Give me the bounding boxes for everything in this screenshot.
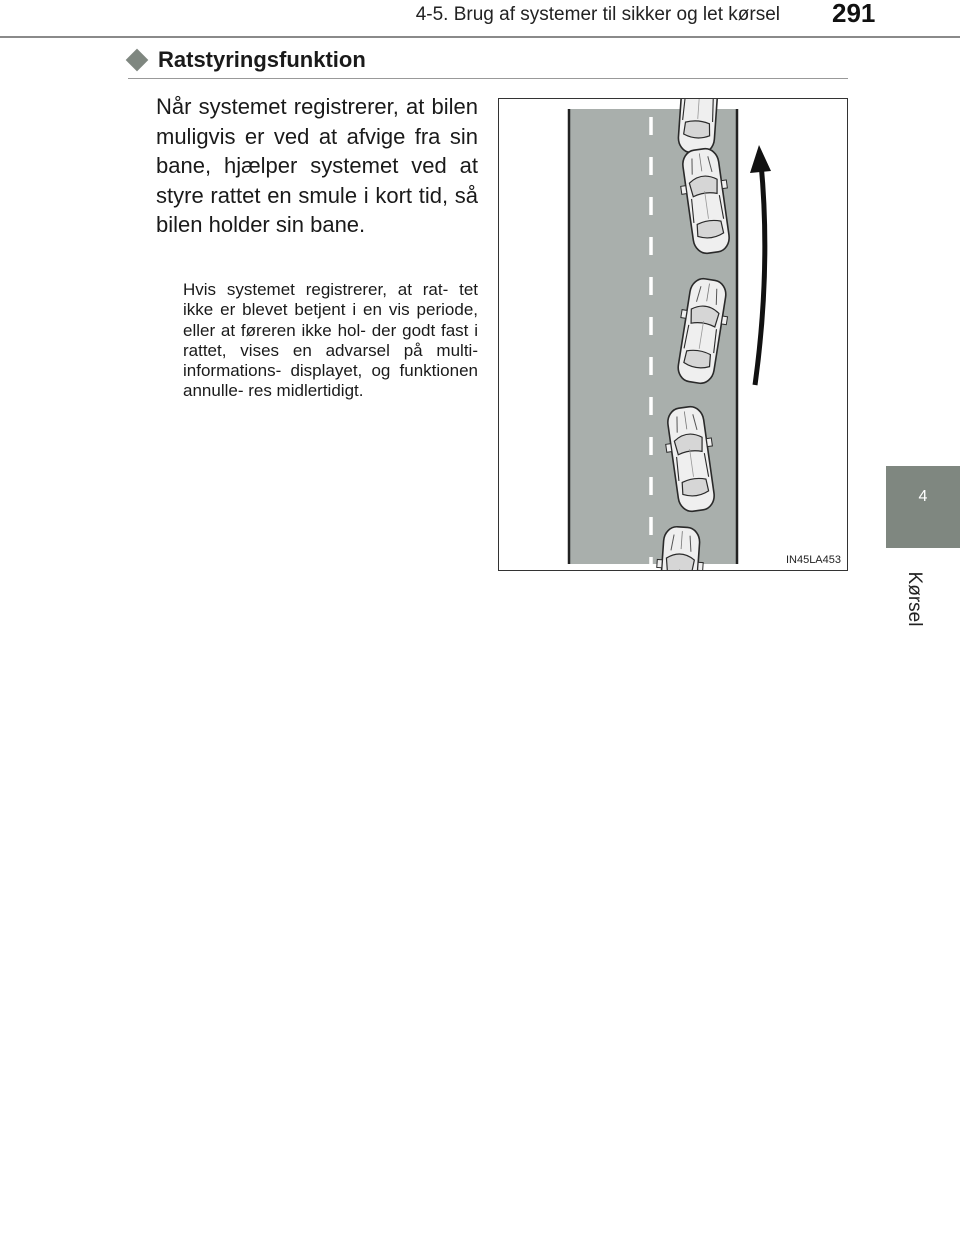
- chapter-label-text: Kørsel: [904, 571, 925, 627]
- chapter-label: [896, 560, 930, 640]
- heading-divider: [128, 78, 848, 79]
- figure-code: IN45LA453: [785, 554, 841, 566]
- page-number: 291: [832, 0, 876, 28]
- body-paragraph: Når systemet registrerer, at bilen muligvis er ved at afvige fra sin bane, hjælper systemet ved at styre rattet en smule i kort tid, så bilen holder sin bane.: [156, 94, 478, 237]
- arrow-icon: [755, 163, 765, 385]
- lane-assist-illustration: [499, 99, 847, 570]
- note-paragraph: Hvis systemet registrerer, at rat- tet ikke er blevet betjent i en vis periode, eller at føreren ikke hol- der godt fast i rattet, vises en advarsel på multi-informations- displayet, og funktionen annulle- res midlertidigt.: [183, 280, 478, 401]
- page-header: [0, 0, 960, 40]
- lane-assist-figure: [498, 98, 848, 571]
- section-heading-text: Ratstyringsfunktion: [158, 47, 366, 72]
- arrow-head-icon: [750, 145, 771, 173]
- diamond-icon: [126, 49, 149, 72]
- header-divider: [0, 36, 960, 38]
- chapter-tab: [886, 466, 960, 548]
- chapter-number: 4: [918, 488, 928, 505]
- section-title: 4-5. Brug af systemer til sikker og let kørsel: [415, 4, 780, 25]
